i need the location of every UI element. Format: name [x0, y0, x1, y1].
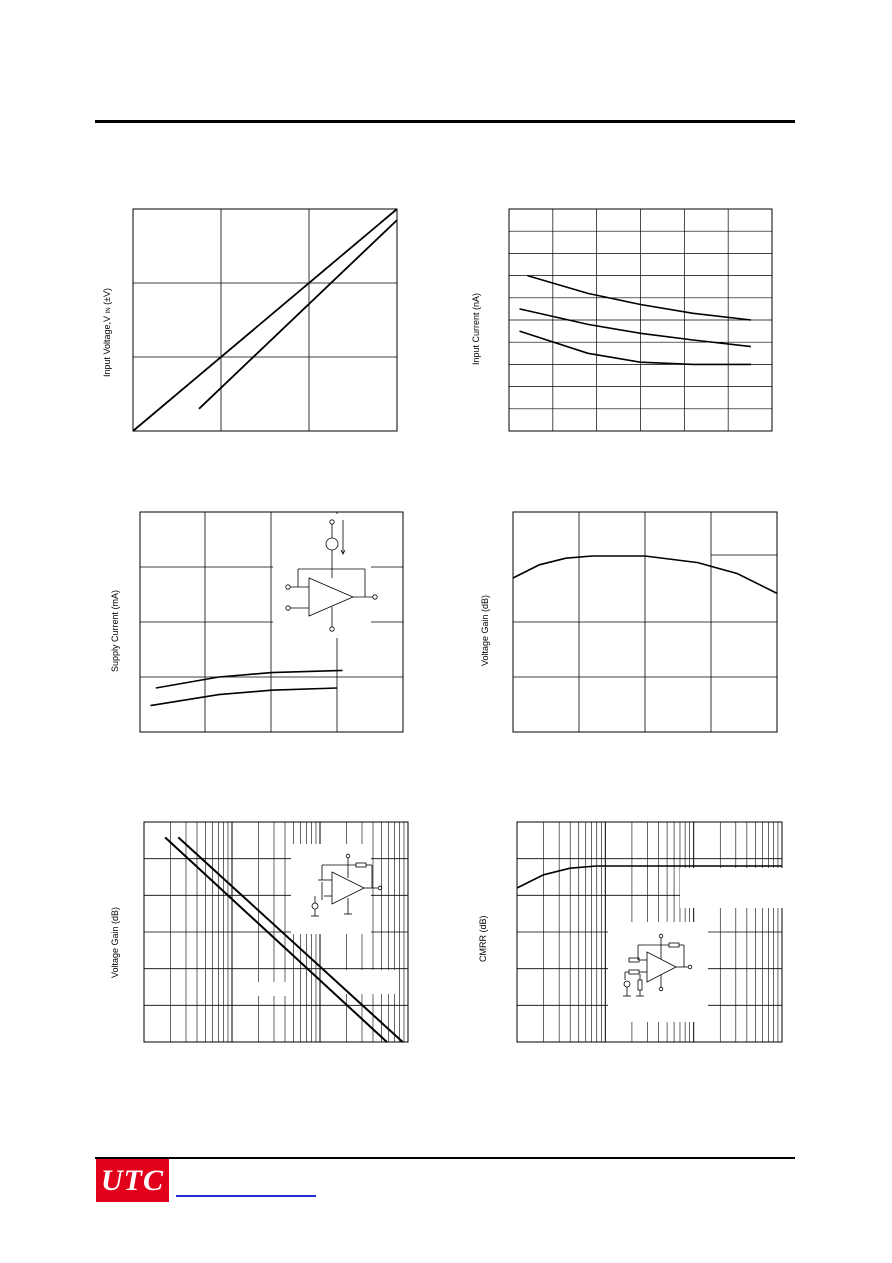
- chart5-inset-bg: [291, 844, 371, 934]
- chart-input-voltage: [60, 195, 410, 445]
- chart3-inset-bg: [273, 514, 371, 638]
- chart-voltage-gain-freq: [60, 810, 410, 1060]
- chart1-ylabel-subscript: IN: [106, 307, 112, 314]
- chart3-series-2: [151, 688, 338, 706]
- chart6-plot: [440, 810, 790, 1060]
- chart-supply-current: [60, 500, 410, 750]
- chart5-plot: [60, 810, 410, 1060]
- chart-input-current: [440, 195, 790, 445]
- chart2-series-2: [520, 309, 752, 347]
- chart-cmrr-freq: [440, 810, 790, 1060]
- chart2-series-3: [520, 331, 752, 364]
- chart6-inset-bg: [608, 922, 708, 1022]
- header-rule: [95, 120, 795, 123]
- chart6-y-axis-label: CMRR (dB): [478, 915, 488, 962]
- chart5-label-bg-1: [233, 982, 288, 996]
- chart1-ylabel-text: Input Voltage,V: [102, 315, 112, 377]
- chart2-plot: [440, 195, 790, 445]
- footer-rule: [95, 1157, 795, 1159]
- chart1-plot: [60, 195, 410, 445]
- chart2-grid: [509, 209, 772, 431]
- chart3-y-axis-label: Supply Current (mA): [110, 589, 120, 672]
- chart4-y-axis-label: Voltage Gain (dB): [480, 594, 490, 666]
- chart-voltage-gain-temp: [440, 500, 790, 750]
- chart1-ylabel-unit: (±V): [102, 287, 112, 305]
- chart1-series-1: [133, 209, 397, 431]
- chart3-plot: [60, 500, 410, 750]
- chart5-y-axis-label: Voltage Gain (dB): [110, 906, 120, 978]
- chart1-series-2: [199, 220, 397, 409]
- utc-logo-text: UTC: [101, 1163, 164, 1197]
- chart2-y-axis-label: Input Current (nA): [471, 292, 481, 365]
- utc-logo: [96, 1159, 169, 1202]
- chart5-label-bg-2: [330, 970, 398, 994]
- chart3-series-1: [156, 670, 343, 688]
- chart4-plot: [440, 500, 790, 750]
- chart6-label-bg: [680, 868, 783, 908]
- website-link-underline[interactable]: [176, 1195, 316, 1197]
